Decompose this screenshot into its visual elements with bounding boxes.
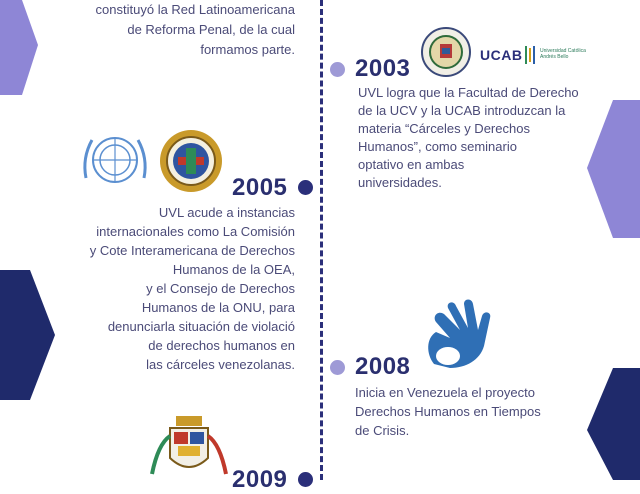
coat-of-arms-icon bbox=[148, 414, 230, 480]
human-rights-hand-icon bbox=[420, 298, 495, 370]
event-line: Humanos”, como seminario bbox=[358, 139, 517, 154]
event-line: Humanos de la OEA, bbox=[172, 262, 295, 277]
event-line: de la UCV y la UCAB introduzcan la bbox=[358, 103, 566, 118]
oas-seal-icon bbox=[158, 128, 224, 194]
hexagon-top-left-decoration bbox=[0, 0, 40, 100]
ucv-seal-icon bbox=[420, 26, 472, 78]
timeline-dot-2008 bbox=[330, 360, 345, 375]
ucab-emblem-icon bbox=[524, 46, 536, 64]
timeline-dot-2003 bbox=[330, 62, 345, 77]
year-2008: 2008 bbox=[355, 353, 411, 380]
year-2009: 2009 bbox=[232, 466, 288, 493]
event-line: las cárceles venezolanas. bbox=[146, 357, 295, 372]
year-2003: 2003 bbox=[355, 55, 411, 82]
year-2005: 2005 bbox=[232, 174, 288, 201]
ucab-logo-icon: UCAB bbox=[480, 47, 523, 63]
timeline-dot-2005 bbox=[298, 180, 313, 195]
event-text-2003 bbox=[358, 84, 608, 192]
event-line: denunciarla situación de violació bbox=[107, 319, 295, 334]
ucab-subtitle bbox=[540, 48, 586, 60]
event-line: de Crisis. bbox=[355, 423, 410, 438]
event-line: y Cote Interamericana de Derechos bbox=[89, 243, 295, 258]
event-line: universidades. bbox=[358, 175, 442, 190]
event-line: UVL acude a instancias bbox=[158, 205, 295, 220]
un-emblem-icon bbox=[78, 130, 153, 192]
intro-text bbox=[45, 0, 295, 60]
ucab-subtitle-line: Andrés Bello bbox=[540, 54, 569, 60]
event-line: optativo en ambas bbox=[358, 157, 465, 172]
intro-line: de Reforma Penal, de la cual bbox=[127, 22, 295, 37]
event-text-2005 bbox=[15, 203, 295, 374]
event-line: UVL logra que la Facultad de Derecho bbox=[358, 85, 579, 100]
ucab-subtitle-line: Universidad Católica bbox=[540, 48, 586, 54]
event-line: Humanos de la ONU, para bbox=[141, 300, 295, 315]
event-line: Inicia en Venezuela el proyecto bbox=[355, 385, 535, 400]
intro-line: constituyó la Red Latinoamericana bbox=[95, 2, 295, 17]
event-text-2008 bbox=[355, 383, 605, 440]
event-line: Derechos Humanos en Tiempos bbox=[355, 404, 541, 419]
intro-line: formamos parte. bbox=[200, 42, 295, 57]
event-line: de derechos humanos en bbox=[148, 338, 295, 353]
timeline-axis bbox=[320, 0, 323, 480]
event-line: y el Consejo de Derechos bbox=[146, 281, 295, 296]
event-line: materia “Cárceles y Derechos bbox=[358, 121, 530, 136]
event-line: internacionales como La Comisión bbox=[96, 224, 295, 239]
